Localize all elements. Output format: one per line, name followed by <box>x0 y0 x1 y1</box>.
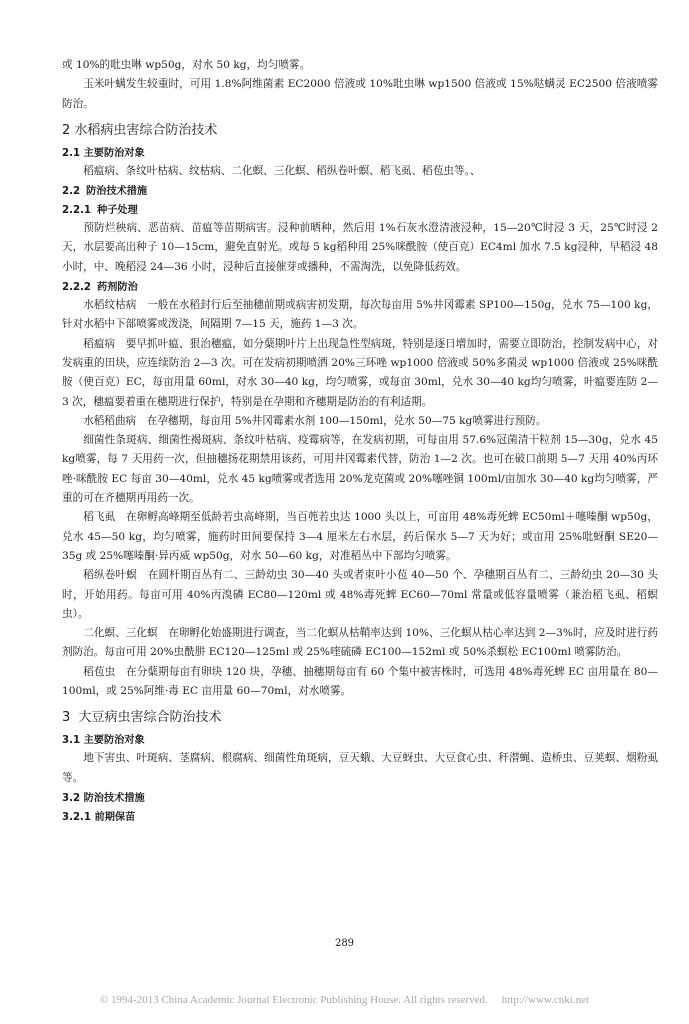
paragraph-planthopper: 稻飞虱 在卵孵高峰期至低龄若虫高峰期，当百蔸若虫达 1000 头以上，可亩用 48%毒死蜱 EC50ml＋噻嗪酮 wp50g，兑水 45—50 kg，均匀喷雾，施药时田间要保持 3—4 厘米左右水层，药后保水 5—7 天为好；或亩用 25%吡蚜酮 SE20—35g 或 25%噻嗪酮·异丙威 wp50g，对水 50—60 kg，对准稻丛中下部均匀喷雾。 <box>62 511 658 562</box>
paragraph-stem-borers: 二化螟、三化螟 在卵孵化始盛期进行调查，当二化螟从枯鞘率达到 10%、三化螟从枯心率达到 2—3%时，应及时进行药剂防治。每亩可用 20%虫酰肼 EC120—125ml 或 25%喹硫磷 EC100—152ml 或 50%杀螟松 EC100ml 喷雾防治。 <box>62 627 658 659</box>
section-2-2-1-text: 种子处理 <box>97 205 138 217</box>
section-2-1-heading: 2.1 主要防治对象 <box>62 147 145 159</box>
paragraph-rice-blast: 稻瘟病 要早抓叶瘟、狠治穗瘟，如分蘖期叶片上出现急性型病斑，特别是逐日增加时，需要立即防治，控制发病中心，对发病重的田块，应连续防治 2—3 次。可在发病初期喷洒 20%三环唑 wp1000 倍液或 50%多菌灵 wp1000 倍液或 25%咪酰胺（使百克）EC，每亩用量 60ml，对水 30—40 kg，均匀喷雾，或每亩 30ml，兑水 30—40 kg均匀喷雾，叶瘟要连防 2—3 次，穗瘟要着重在穗期进行保护，特别是在孕期和齐穗期是防治的有利适期。 <box>62 337 658 408</box>
section-2-2-number: 2.2 <box>62 186 81 198</box>
section-2-2-1-number: 2.2.1 <box>62 205 92 217</box>
paragraph-bacterial-diseases: 细菌性条斑病、细菌性褐斑病、条纹叶枯病、疫霉病等，在发病初期，可每亩用 57.6%冠菌清干粒剂 15—30g，兑水 45 kg喷雾，每 7 天用药一次，但抽穗扬花期禁用该药，可用井冈霉素代替，防治 1—2 次。也可在破口前期 5—7 天用 40%丙环唑·咪酰胺 EC 每亩 30—40ml，兑水 45 kg喷雾或者选用 20%龙克菌或 20%噻唑铜 100ml/亩加水 30—40 kg均匀喷雾，严重的可在齐穗期再用药一次。 <box>62 434 658 505</box>
section-3-text: 大豆病虫害综合防治技术 <box>78 710 222 726</box>
copyright-text: © 1994-2013 China Academic Journal Electronic Publishing House. All rights reserved. <box>99 994 488 1006</box>
section-2-heading: 2 水稻病虫害综合防治技术 <box>62 122 218 138</box>
copyright-footer <box>0 994 689 1006</box>
section-3-1-heading: 3.1 主要防治对象 <box>62 735 145 747</box>
section-2-2-2-heading <box>62 279 658 296</box>
paragraph-2-1: 稻瘟病、条纹叶枯病、纹枯病、二化螟、三化螟、稻纵卷叶螟、稻飞虱、稻苞虫等。、 <box>83 164 481 177</box>
paragraph-top-continued: 或 10%的吡虫啉 wp50g，对水 50 kg，均匀喷雾。 <box>62 59 311 71</box>
section-3-2-1-heading: 3.2.1 前期保苗 <box>62 811 136 823</box>
paragraph-sheath-blight: 水稻纹枯病 一般在水稻封行后至抽穗前期或病害初发期，每次每亩用 5%井冈霉素 SP100—150g，兑水 75—100 kg，针对水稻中下部喷雾或泼浇，间隔期 7—15 天，施药 1—3 次。 <box>62 299 658 331</box>
section-2-2-text: 防治技术措施 <box>86 186 148 198</box>
section-3-2-heading: 3.2 防治技术措施 <box>62 792 145 804</box>
section-3-heading <box>62 708 658 728</box>
section-2-2-2-number: 2.2.2 <box>62 282 92 294</box>
article-body <box>62 56 658 826</box>
paragraph-3-1: 地下害虫、叶斑病、茎腐病、根腐病、细菌性角斑病，豆天蛾、大豆蚜虫、大豆食心虫、秆潜蝇、造桥虫、豆荚螟、烟粉虱等。 <box>62 752 658 784</box>
paragraph-corn-mites: 玉米叶螨发生较重时，可用 1.8%阿维菌素 EC2000 倍液或 10%吡虫啉 wp1500 倍液或 15%哒螨灵 EC2500 倍液喷雾防治。 <box>62 78 658 110</box>
section-2-2-heading <box>62 183 658 200</box>
paragraph-seed-treatment: 预防烂秧病、恶苗病、苗瘟等苗期病害。浸种前晒种，然后用 1%石灰水澄清液浸种，15—20℃时浸 3 天，25℃时浸 2 天，水层要高出种子 10—15cm，避免直射光。或每 5 kg稻种用 25%咪酰胺（使百克）EC4ml 加水 7.5 kg浸种，早稻浸 48 小时，中、晚稻浸 24—36 小时，浸种后直接催芽或播种，不需淘洗，以免降低药效。 <box>62 222 658 273</box>
paragraph-rice-skipper: 稻苞虫 在分蘖期每亩有卵块 120 块，孕穗、抽穗期每亩有 60 个集中被害株时，可选用 48%毒死蜱 EC 亩用量在 80—100ml，或 25%阿维·毒 EC 亩用量 60—70ml，对水喷雾。 <box>62 665 658 698</box>
cnki-link[interactable]: http://www.cnki.net <box>501 994 590 1006</box>
page-number: 289 <box>334 938 355 949</box>
paragraph-leaf-roller: 稻纵卷叶螟 在圆杆期百丛有二、三龄幼虫 30—40 头或者束叶小苞 40—50 个、孕穗期百丛有二、三龄幼虫 20—30 头时，开始用药。每亩可用 40%丙溴磷 EC80—120ml 或 48%毒死蜱 EC60—70ml 常量或低容量喷雾（兼治稻飞虱、稻螟虫）。 <box>62 569 658 620</box>
section-3-number: 3 <box>62 710 71 726</box>
paragraph-false-smut: 水稻稻曲病 在孕穗期，每亩用 5%井冈霉素水剂 100—150ml，兑水 50—75 kg喷雾进行预防。 <box>83 414 547 427</box>
section-2-2-1-heading <box>62 202 658 219</box>
section-2-2-2-text: 药剂防治 <box>97 282 138 294</box>
